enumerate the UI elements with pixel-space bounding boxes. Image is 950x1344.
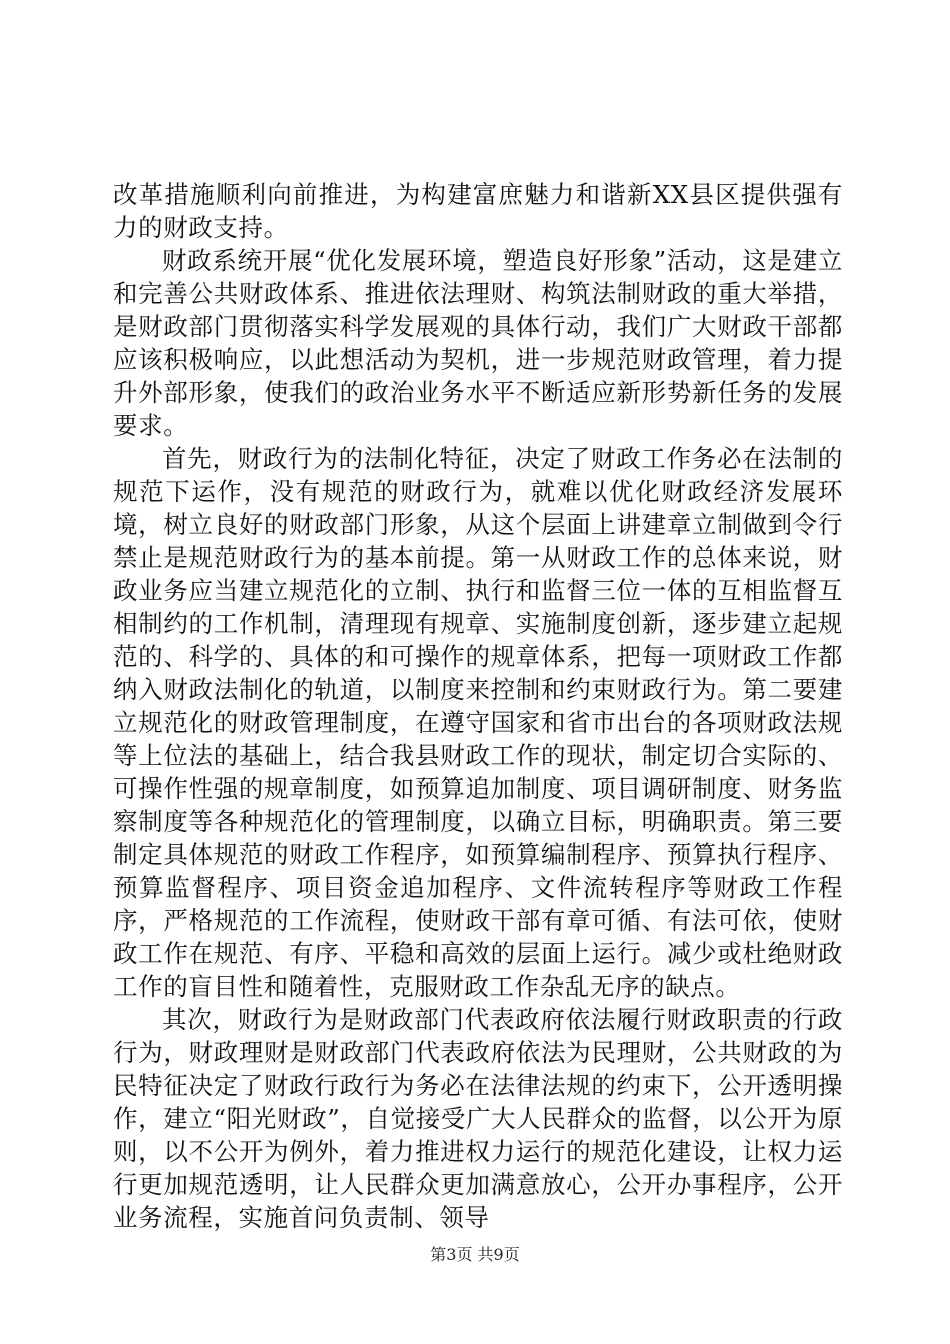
- paragraph-continuation: 改革措施顺利向前推进，为构建富庶魅力和谐新XX县区提供强有力的财政支持。: [113, 180, 843, 242]
- paragraph-first-point: 首先，财政行为的法制化特征，决定了财政工作务必在法制的规范下运作，没有规范的财政行为，就难以优化财政经济发展环境，树立良好的财政部门形象，从这个层面上讲建章立制做到令行禁止是规范财政行为的基本前提。第一从财政工作的总体来说，财政业务应当建立规范化的立制、执行和监督三位一体的互相监督互相制约的工作机制，清理现有规章、实施制度创新，逐步建立起规范的、科学的、具体的和可操作的规章体系，把每一项财政工作都纳入财政法制化的轨道，以制度来控制和约束财政行为。第二要建立规范化的财政管理制度，在遵守国家和省市出台的各项财政法规等上位法的基础上，结合我县财政工作的现状，制定切合实际的、可操作性强的规章制度，如预算追加制度、项目调研制度、财务监察制度等各种规范化的管理制度，以确立目标，明确职责。第三要制定具体规范的财政工作程序，如预算编制程序、预算执行程序、预算监督程序、项目资金追加程序、文件流转程序等财政工作程序，严格规范的工作流程，使财政干部有章可循、有法可依，使财政工作在规范、有序、平稳和高效的层面上运行。减少或杜绝财政工作的盲目性和随着性，克服财政工作杂乱无序的缺点。: [113, 444, 843, 1001]
- page-number-footer: 第3页 共9页: [430, 1245, 520, 1264]
- document-body: [113, 178, 843, 1234]
- paragraph-activity-intro: 财政系统开展“优化发展环境，塑造良好形象”活动，这是建立和完善公共财政体系、推进依法理财、构筑法制财政的重大举措，是财政部门贯彻落实科学发展观的具体行动，我们广大财政干部都应该积极响应，以此想活动为契机，进一步规范财政管理，着力提升外部形象，使我们的政治业务水平不断适应新形势新任务的发展要求。: [113, 246, 843, 440]
- paragraph-second-point: 其次，财政行为是财政部门代表政府依法履行财政职责的行政行为，财政理财是财政部门代表政府依法为民理财，公共财政的为民特征决定了财政行政行为务必在法律法规的约束下，公开透明操作，建立“阳光财政”，自觉接受广大人民群众的监督，以公开为原则，以不公开为例外，着力推进权力运行的规范化建设，让权力运行更加规范透明，让人民群众更加满意放心，公开办事程序，公开业务流程，实施首问负责制、领导: [113, 1005, 843, 1232]
